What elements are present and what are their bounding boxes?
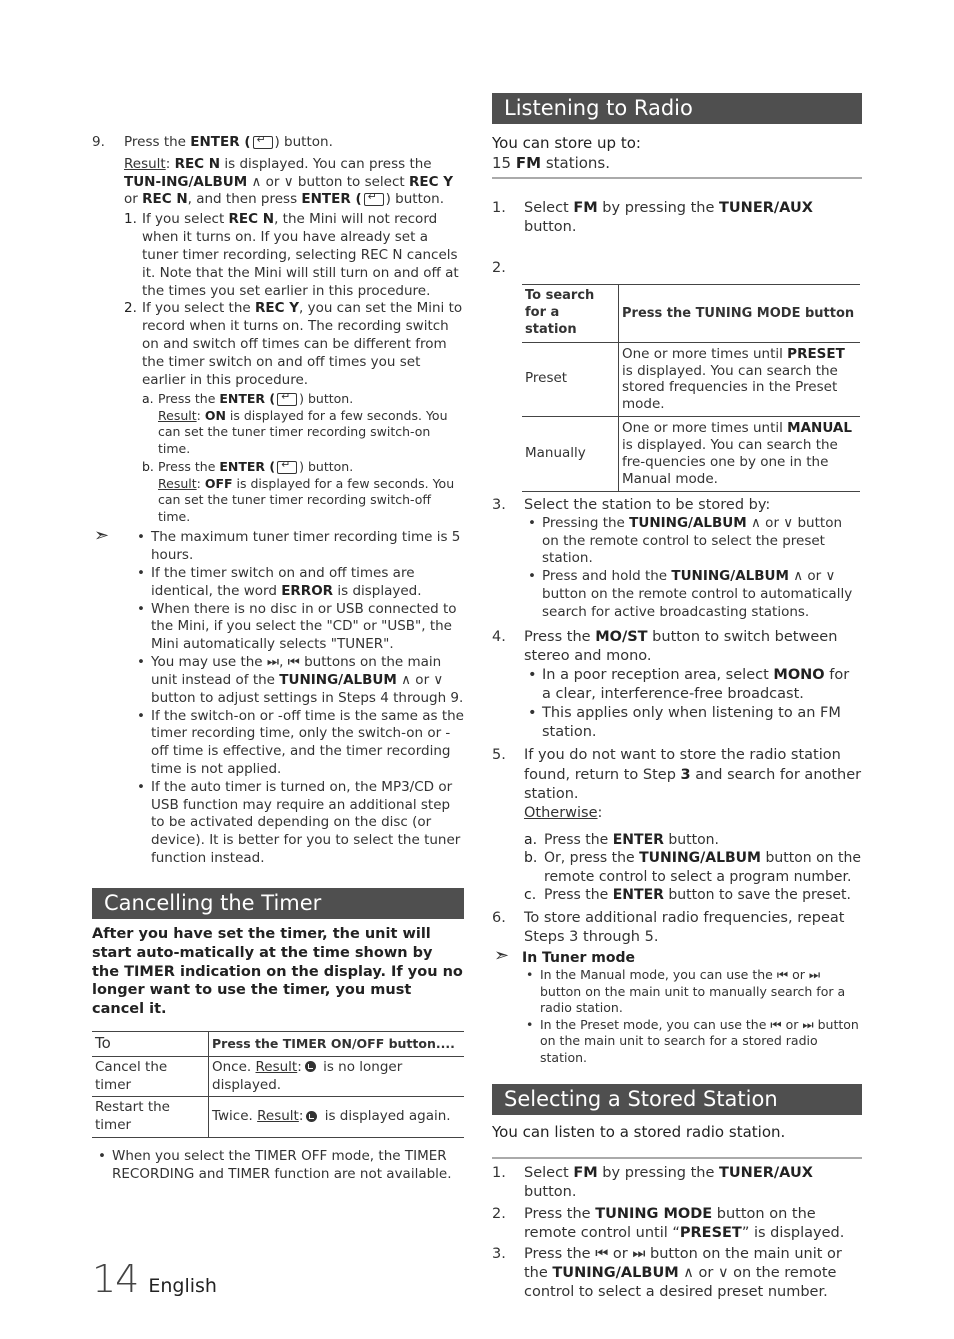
text: When there is no disc in or USB connected to the Mini, if you select the "CD" or "USB", the Mini automatically selects "TUNER". bbox=[151, 600, 457, 653]
rec-y: REC Y bbox=[409, 173, 454, 190]
note-item bbox=[137, 601, 464, 654]
text: button on the remote control to automatically search for active broadcasting stations. bbox=[542, 586, 853, 620]
enter-label: ENTER ( bbox=[190, 134, 251, 150]
text: button to save the preset. bbox=[663, 887, 851, 904]
text: or bbox=[781, 1016, 803, 1032]
text: ) button. bbox=[385, 191, 445, 208]
text: button. bbox=[663, 831, 719, 848]
left-column bbox=[92, 134, 464, 1184]
off-label: OFF bbox=[204, 475, 233, 491]
text: is displayed for a few seconds. You can set the tuner timer recording switch-off time. bbox=[158, 475, 455, 524]
step-number: 1. bbox=[492, 199, 506, 216]
rec-n: REC N bbox=[174, 155, 221, 172]
right-column bbox=[492, 93, 862, 1304]
table-cell bbox=[209, 1097, 465, 1138]
manual-label: MANUAL bbox=[787, 420, 852, 437]
prev-icon: ⏮ bbox=[770, 1016, 782, 1032]
up-arrow-icon: ∧ bbox=[251, 173, 262, 190]
table-cell bbox=[209, 1056, 465, 1097]
text: : bbox=[196, 407, 205, 423]
tuning-album: TUNING/ALBUM bbox=[552, 1264, 679, 1281]
tuning-album: TUNING/ALBUM bbox=[671, 568, 789, 585]
rec-y: REC Y bbox=[254, 300, 299, 317]
tuner-aux-label: TUNER/AUX bbox=[719, 199, 813, 216]
enter-label: ENTER bbox=[612, 887, 664, 904]
text: is no longer displayed. bbox=[212, 1058, 403, 1093]
table-row bbox=[92, 1056, 464, 1097]
text: This applies only when listening to an FM station. bbox=[542, 705, 841, 741]
result-label: Result bbox=[257, 1108, 299, 1125]
note-item bbox=[137, 779, 464, 868]
text: button on the remote control to select the preset station. bbox=[542, 514, 843, 567]
sub-step-1 bbox=[124, 211, 464, 300]
sub-step-2 bbox=[124, 300, 464, 389]
text: button. bbox=[524, 218, 577, 235]
timer-icon bbox=[305, 1061, 316, 1072]
divider bbox=[492, 177, 862, 179]
text: or bbox=[411, 671, 434, 688]
sub-step-a bbox=[524, 831, 862, 849]
bullet bbox=[528, 568, 862, 621]
search-station-table bbox=[522, 284, 860, 492]
down-arrow-icon: ∨ bbox=[783, 514, 794, 531]
otherwise-label: Otherwise bbox=[524, 804, 598, 821]
step-number: 6. bbox=[492, 909, 506, 926]
text: : bbox=[196, 475, 205, 491]
stored-step-2 bbox=[492, 1205, 862, 1243]
next-icon: ⏭ bbox=[266, 654, 280, 671]
down-arrow-icon: ∨ bbox=[825, 568, 836, 585]
text: or bbox=[788, 967, 809, 983]
step-number: 3. bbox=[492, 496, 506, 513]
text: Press the bbox=[544, 831, 613, 848]
text: : bbox=[597, 804, 603, 821]
text: If the switch-on or -off time is the same as the timer recording time, only the switch-on or -off time is effective, and the timer recording time is not applied. bbox=[151, 707, 464, 777]
text: , and then press bbox=[187, 191, 302, 208]
text: 15 bbox=[492, 153, 516, 172]
text: One or more times until bbox=[622, 345, 788, 362]
text: button to select bbox=[293, 173, 409, 190]
text: or bbox=[693, 1264, 718, 1281]
down-arrow-icon: ∨ bbox=[433, 671, 444, 688]
note-item bbox=[137, 565, 464, 601]
text: If the timer switch on and off times are identical, the word bbox=[151, 565, 415, 599]
table-cell: Manually bbox=[522, 417, 619, 492]
text: button to adjust settings in Steps 4 through 9. bbox=[151, 689, 464, 706]
text: is displayed. You can search the fre-quencies one by one in the Manual mode. bbox=[622, 437, 838, 487]
tuning-mode-label: TUNING MODE bbox=[595, 1205, 713, 1222]
text: Or, press the bbox=[544, 850, 640, 867]
enter-icon bbox=[277, 461, 297, 474]
step-text: Press the bbox=[124, 134, 191, 150]
text: is displayed. You can press the bbox=[220, 155, 432, 172]
header-cell: Press the TIMER ON/OFF button.... bbox=[209, 1032, 465, 1057]
step-9-result bbox=[92, 156, 464, 209]
text: If the auto timer is turned on, the MP3/CD or USB function may require an additional step to be activated depending on the disc (or device). It is better for you to select the tuner function instead. bbox=[151, 778, 461, 866]
step-number: 3. bbox=[492, 1245, 506, 1262]
tuning-album: TUNING/ALBUM bbox=[629, 514, 747, 531]
text: or bbox=[261, 173, 284, 190]
text: Select the station to be stored by: bbox=[524, 496, 771, 513]
radio-step-4 bbox=[492, 628, 862, 743]
text: , the Mini will not record when it turns on. If you have already set a tuner timer recording, selecting REC N cancels it. Note that the Mini will still turn on and off at the times you set earlier in this procedure. bbox=[142, 211, 459, 299]
text: is displayed. You can search the stored frequencies in the Preset mode. bbox=[622, 362, 838, 413]
note-arrow-icon: ➣ bbox=[494, 945, 510, 967]
bullet bbox=[528, 704, 862, 742]
text: Pressing the bbox=[542, 514, 630, 531]
cancel-intro: After you have set the timer, the unit will start auto-matically at the time shown by the TIMER indication on the display. If you no longer want to use the timer, you must cancel it. bbox=[92, 925, 463, 1018]
up-arrow-icon: ∧ bbox=[683, 1264, 694, 1281]
radio-step-5 bbox=[492, 746, 862, 904]
text: is displayed again. bbox=[320, 1108, 451, 1125]
text: The maximum tuner timer recording time is 5 hours. bbox=[151, 529, 461, 564]
enter-icon bbox=[253, 136, 273, 149]
store-count bbox=[492, 154, 862, 174]
table-cell bbox=[619, 342, 861, 417]
note-item bbox=[137, 708, 464, 779]
preset-label: PRESET bbox=[679, 1224, 742, 1241]
table-header bbox=[522, 284, 860, 342]
step-9 bbox=[92, 134, 464, 152]
step-number: 2. bbox=[124, 300, 137, 317]
text: If you do not want to store the radio station found, return to Step bbox=[524, 747, 841, 783]
text: Press the bbox=[544, 887, 613, 904]
section-title-selecting-stored-station: Selecting a Stored Station bbox=[492, 1084, 862, 1115]
text: by pressing the bbox=[597, 199, 720, 216]
section-title-listening-radio: Listening to Radio bbox=[492, 93, 862, 124]
text: stations. bbox=[541, 153, 611, 172]
enter-label: ENTER ( bbox=[301, 191, 362, 208]
header-cell: To bbox=[92, 1032, 209, 1057]
text: and search for another station. bbox=[524, 766, 862, 802]
text: , you can set the Mini to record when it turns on. The recording switch on and switch off times can be different from the timer switch on and off times you set earlier in this procedure. bbox=[142, 300, 463, 388]
text: button on the main unit to manually search for a radio station. bbox=[540, 983, 846, 1016]
tuner-mode-note bbox=[492, 945, 862, 1066]
divider bbox=[492, 1157, 862, 1159]
table-cell bbox=[619, 417, 861, 492]
step-number: b. bbox=[142, 459, 154, 475]
text: Twice. bbox=[212, 1108, 258, 1125]
text: is displayed. bbox=[333, 582, 422, 599]
sub-step-b bbox=[124, 459, 464, 525]
mono-label: MONO bbox=[773, 666, 825, 683]
prev-icon: ⏮ bbox=[595, 1245, 609, 1262]
text: Select bbox=[524, 1165, 574, 1182]
note-item bbox=[137, 529, 464, 565]
text: In the Manual mode, you can use the bbox=[540, 967, 777, 983]
enter-icon bbox=[277, 393, 297, 406]
table-row bbox=[92, 1097, 464, 1138]
step-number: 5. bbox=[492, 747, 506, 764]
text: Press and hold the bbox=[542, 568, 672, 585]
down-arrow-icon: ∨ bbox=[283, 173, 294, 190]
next-icon: ⏭ bbox=[808, 967, 821, 983]
text: buttons on the main unit instead of the bbox=[151, 654, 442, 688]
cancel-timer-table bbox=[92, 1031, 464, 1138]
text: button on the remote control until “ bbox=[524, 1205, 816, 1241]
language-label: English bbox=[148, 1275, 217, 1297]
table-row bbox=[522, 342, 860, 417]
step-number: b. bbox=[524, 850, 538, 867]
step-number: a. bbox=[524, 831, 538, 848]
up-arrow-icon: ∧ bbox=[751, 514, 761, 531]
text: or bbox=[760, 514, 784, 531]
table-cell: Cancel the timer bbox=[92, 1056, 209, 1097]
text: button. bbox=[524, 1184, 577, 1201]
text: Press the bbox=[524, 1205, 596, 1222]
result-label: Result bbox=[124, 155, 166, 172]
up-arrow-icon: ∧ bbox=[793, 568, 804, 585]
step-number: a. bbox=[142, 391, 154, 407]
enter-label: ENTER ( bbox=[219, 391, 276, 407]
bullet bbox=[528, 666, 862, 704]
radio-step-3 bbox=[492, 496, 862, 622]
step-number: 9. bbox=[92, 134, 105, 150]
step-number: c. bbox=[524, 887, 537, 904]
stored-step-3 bbox=[492, 1245, 862, 1302]
error-label: ERROR bbox=[281, 582, 334, 599]
bullet bbox=[526, 1017, 862, 1067]
step-number: 4. bbox=[492, 628, 506, 645]
text: by pressing the bbox=[597, 1165, 720, 1182]
rec-n: REC N bbox=[228, 211, 275, 228]
text: Press the bbox=[158, 391, 220, 407]
text: : bbox=[165, 155, 175, 172]
text: In a poor reception area, select bbox=[542, 666, 774, 683]
table-row bbox=[522, 417, 860, 492]
tuner-mode-heading: In Tuner mode bbox=[522, 950, 635, 967]
tuner-aux-label: TUNER/AUX bbox=[719, 1165, 813, 1182]
enter-icon bbox=[364, 193, 384, 206]
sub-step-a bbox=[124, 391, 464, 457]
store-heading: You can store up to: bbox=[492, 134, 641, 152]
text: Press the bbox=[158, 459, 220, 475]
down-arrow-icon: ∨ bbox=[717, 1264, 729, 1281]
tuning-album: TUNING/ALBUM bbox=[639, 850, 761, 867]
up-arrow-icon: ∧ bbox=[401, 671, 412, 688]
text: or bbox=[608, 1245, 633, 1262]
next-icon: ⏭ bbox=[802, 1016, 814, 1032]
section-title-cancelling-timer: Cancelling the Timer bbox=[92, 888, 464, 919]
step-ref: 3 bbox=[680, 766, 691, 783]
text: If you select the bbox=[142, 300, 255, 317]
prev-icon: ⏮ bbox=[776, 967, 789, 983]
text: is displayed for a few seconds. You can set the tuner timer recording switch-on time. bbox=[158, 407, 448, 456]
table-cell: Preset bbox=[522, 342, 619, 417]
text: or bbox=[124, 191, 143, 208]
text: In the Preset mode, you can use the bbox=[540, 1016, 771, 1032]
table-header bbox=[92, 1032, 464, 1057]
result-label: Result bbox=[158, 407, 197, 423]
text: One or more times until bbox=[622, 420, 788, 437]
text: You may use the bbox=[151, 654, 267, 671]
step-text: ) button. bbox=[274, 134, 333, 150]
fm-label: FM bbox=[515, 153, 542, 172]
text: button on the remote control to select a program number. bbox=[544, 850, 861, 885]
header-cell: To search for a station bbox=[522, 284, 619, 342]
text: If you select bbox=[142, 211, 229, 228]
text: ) button. bbox=[299, 459, 354, 475]
text: button on the main unit to search for a stored radio station. bbox=[540, 1016, 859, 1065]
text: button on the main unit or the bbox=[524, 1245, 842, 1281]
step-number: 2. bbox=[492, 1205, 506, 1222]
text: Once. bbox=[212, 1058, 256, 1075]
fm-label: FM bbox=[573, 1165, 598, 1182]
fm-label: FM bbox=[573, 199, 598, 216]
sub-step-c bbox=[524, 886, 862, 904]
tuning-album: TUNING/ALBUM bbox=[279, 671, 397, 688]
page-number: 14 bbox=[92, 1257, 139, 1301]
next-icon: ⏭ bbox=[632, 1245, 646, 1262]
step-number: 1. bbox=[492, 1165, 506, 1182]
text: Select bbox=[524, 199, 574, 216]
note-item: • You may use the ⏭, ⏮ buttons on the main unit instead of the TUNING/ALBUM ∧ or ∨ button to adjust settings in Steps 4 through 9. bbox=[137, 654, 464, 707]
text: Press the bbox=[524, 1245, 596, 1262]
enter-label: ENTER ( bbox=[219, 459, 276, 475]
radio-step-1 bbox=[492, 199, 862, 237]
result-label: Result bbox=[255, 1058, 298, 1075]
rec-n: REC N bbox=[142, 191, 188, 208]
text: : bbox=[297, 1058, 302, 1075]
result-label: Result bbox=[158, 475, 197, 491]
text: for a clear, interference-free broadcast. bbox=[542, 666, 850, 703]
sub-steps bbox=[92, 211, 464, 525]
text: When you select the TIMER OFF mode, the TIMER RECORDING and TIMER function are not available. bbox=[112, 1148, 452, 1182]
text: : bbox=[298, 1108, 304, 1125]
notes bbox=[92, 525, 464, 867]
text: ” is displayed. bbox=[741, 1224, 845, 1241]
note-arrow-icon: ➣ bbox=[94, 525, 110, 547]
timer-icon bbox=[306, 1111, 317, 1122]
enter-label: ENTER bbox=[612, 831, 664, 848]
sub-step-b bbox=[524, 849, 862, 886]
text: Press the bbox=[524, 628, 596, 645]
table-cell: Restart the timer bbox=[92, 1097, 209, 1138]
page-footer bbox=[92, 1254, 217, 1304]
step-number: 2. bbox=[492, 259, 506, 276]
bullet bbox=[528, 515, 862, 568]
stored-intro: You can listen to a stored radio station. bbox=[492, 1123, 786, 1142]
text: or bbox=[803, 568, 826, 585]
stored-step-1 bbox=[492, 1164, 862, 1202]
bullet bbox=[526, 967, 862, 1017]
text: To store additional radio frequencies, repeat Steps 3 through 5. bbox=[524, 909, 845, 945]
mo-st-label: MO/ST bbox=[595, 628, 648, 645]
tuning-album: TUN-ING/ALBUM bbox=[124, 173, 248, 190]
prev-icon: ⏮ bbox=[287, 654, 300, 671]
radio-step-2 bbox=[492, 259, 862, 278]
preset-label: PRESET bbox=[787, 345, 845, 362]
step-number: 1. bbox=[124, 211, 137, 228]
header-cell: Press the TUNING MODE button bbox=[619, 284, 861, 342]
radio-step-6 bbox=[492, 909, 862, 947]
text: button to switch between stereo and mono. bbox=[524, 628, 838, 664]
text: ) button. bbox=[299, 391, 354, 407]
text: on the remote control to select a desired preset number. bbox=[524, 1264, 837, 1301]
cancel-note bbox=[98, 1148, 464, 1184]
on-label: ON bbox=[204, 407, 226, 423]
